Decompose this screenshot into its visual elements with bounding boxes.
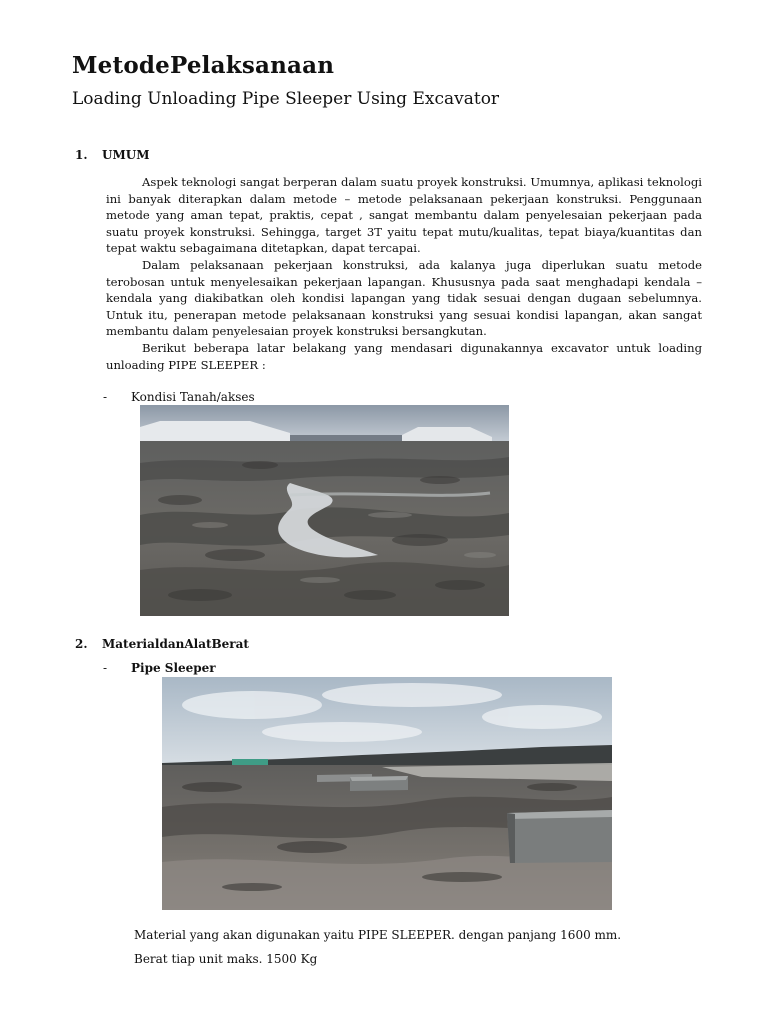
caption-weight: Berat tiap unit maks. 1500 Kg: [134, 952, 318, 966]
paragraph: Aspek teknologi sangat berperan dalam suatu proyek konstruksi. Umumnya, aplikasi teknologi ini banyak diterapkan dalam metode – metode pelaksanaan pekerjaan konstruksi. Penggunaan metode yang aman tepat, praktis, cepat , sangat membantu dalam penyelesaian pekerjaan pada suatu proyek konstruksi. Sehingga, target 3T yaitu tepat mutu/kualitas, tepat biaya/kuantitas dan tepat waktu sebagaimana ditetapkan, dapat tercapai.: [106, 175, 702, 256]
paragraph: Berikut beberapa latar belakang yang mendasari digunakannya excavator untuk loading unloading PIPE SLEEPER :: [106, 340, 702, 372]
section-title: MaterialdanAlatBerat: [102, 637, 249, 651]
caption-material: Material yang akan digunakan yaitu PIPE SLEEPER. dengan panjang 1600 mm.: [134, 928, 622, 942]
ground-condition-photo: [140, 405, 509, 616]
bullet-dash: -: [103, 661, 108, 675]
section-number: 1.: [75, 148, 88, 162]
bullet-label: Pipe Sleeper: [131, 661, 216, 675]
section-heading-umum: [75, 148, 150, 162]
bullet-dash: -: [103, 390, 108, 404]
section-number: 2.: [75, 637, 88, 651]
section-body-text: [106, 174, 702, 373]
document-title: MetodePelaksanaan: [72, 52, 335, 79]
bullet-pipe-sleeper: [103, 661, 216, 675]
document-subtitle: Loading Unloading Pipe Sleeper Using Excavator: [72, 89, 500, 109]
bullet-label: Kondisi Tanah/akses: [131, 390, 255, 404]
section-title: UMUM: [102, 148, 150, 162]
paragraph: Dalam pelaksanaan pekerjaan konstruksi, ada kalanya juga diperlukan suatu metode terobosan untuk menyelesaikan pekerjaan lapangan. Khususnya pada saat menghadapi kendala – kendala yang diakibatkan oleh kondisi lapangan yang tidak sesuai dengan dugaan sebelumnya. Untuk itu, penerapan metode pelaksanaan konstruksi yang sesuai kondisi lapangan, akan sangat membantu dalam penyelesaian proyek konstruksi bersangkutan.: [106, 257, 702, 339]
pipe-sleeper-photo: [162, 677, 612, 910]
bullet-kondisi-tanah: [103, 390, 255, 404]
section-heading-material: [75, 637, 249, 651]
